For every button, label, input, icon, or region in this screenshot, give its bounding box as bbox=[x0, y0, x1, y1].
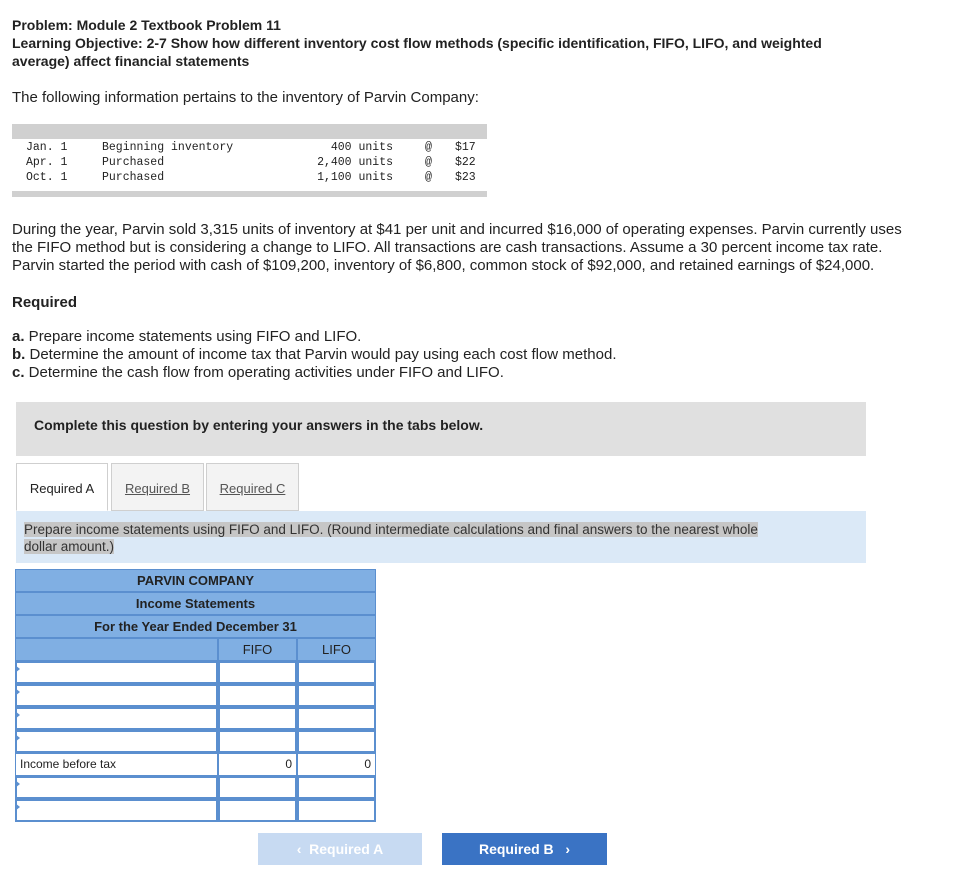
learning-objective-line2: average) affect financial statements bbox=[12, 53, 250, 69]
line-item-input[interactable] bbox=[15, 661, 218, 684]
inventory-cost: $17 bbox=[455, 141, 476, 154]
required-heading: Required bbox=[12, 294, 78, 311]
inventory-date: Oct. 1 bbox=[26, 171, 68, 184]
tab-label: Required A bbox=[29, 481, 95, 496]
inventory-date: Jan. 1 bbox=[26, 141, 68, 154]
inventory-units: 1,100 units bbox=[317, 171, 393, 184]
next-button-label: Required B bbox=[478, 841, 554, 857]
tab-label: Required B bbox=[124, 481, 191, 496]
inventory-row bbox=[12, 141, 487, 156]
fifo-amount-input[interactable] bbox=[218, 707, 297, 730]
table-row bbox=[15, 661, 376, 684]
inventory-table bbox=[12, 124, 487, 197]
item-label: c. bbox=[12, 364, 25, 381]
inventory-desc: Purchased bbox=[102, 156, 165, 169]
instruction-line: dollar amount.) bbox=[24, 539, 115, 554]
item-text: Determine the cash flow from operating activities under FIFO and LIFO. bbox=[24, 364, 504, 381]
paragraph-line: the FIFO method but is considering a change to LIFO. All transactions are cash transactions. Assume a 30 percent income tax rate. bbox=[12, 239, 883, 256]
inventory-desc: Purchased bbox=[102, 171, 165, 184]
inventory-cost: $23 bbox=[455, 171, 476, 184]
dropdown-indicator-icon bbox=[15, 665, 20, 673]
paragraph-line: During the year, Parvin sold 3,315 units of inventory at $41 per unit and incurred $16,000 of operating expenses. Parvin currently uses bbox=[12, 221, 902, 238]
tab-label: Required C bbox=[219, 481, 286, 496]
next-button-content bbox=[442, 841, 607, 857]
inventory-units: 400 units bbox=[330, 141, 393, 154]
inventory-at: @ bbox=[425, 171, 432, 184]
fifo-amount-input[interactable] bbox=[218, 799, 297, 822]
instruction-text bbox=[24, 521, 844, 555]
table-row bbox=[15, 707, 376, 730]
tab-required-a[interactable] bbox=[16, 463, 108, 511]
item-text: Determine the amount of income tax that Parvin would pay using each cost flow method. bbox=[25, 346, 617, 363]
line-item-input[interactable] bbox=[15, 730, 218, 753]
lifo-amount-input[interactable] bbox=[297, 684, 376, 707]
table-row-income-before-tax bbox=[15, 753, 376, 776]
line-item-input[interactable] bbox=[15, 799, 218, 822]
table-row bbox=[15, 684, 376, 707]
tab-instruction bbox=[16, 511, 866, 563]
previous-button-content bbox=[258, 841, 422, 857]
lifo-amount-input[interactable] bbox=[297, 799, 376, 822]
lifo-amount: 0 bbox=[297, 753, 376, 776]
instructions-banner bbox=[16, 402, 866, 456]
tab-required-c[interactable] bbox=[206, 463, 299, 511]
statement-period: For the Year Ended December 31 bbox=[15, 615, 376, 638]
problem-title: Problem: Module 2 Textbook Problem 11 bbox=[12, 17, 281, 33]
inventory-cost: $22 bbox=[455, 156, 476, 169]
inventory-row bbox=[12, 171, 487, 186]
lifo-amount-input[interactable] bbox=[297, 661, 376, 684]
paragraph-line: Parvin started the period with cash of $109,200, inventory of $6,800, common stock of $92,000, and retained earnings of $24,000. bbox=[12, 257, 875, 274]
table-top-rule bbox=[12, 124, 487, 139]
statement-company: PARVIN COMPANY bbox=[15, 569, 376, 592]
inventory-at: @ bbox=[425, 156, 432, 169]
problem-heading bbox=[12, 16, 912, 70]
fifo-amount-input[interactable] bbox=[218, 776, 297, 799]
required-item-b bbox=[12, 346, 617, 364]
required-item-a bbox=[12, 328, 617, 346]
required-item-c bbox=[12, 364, 617, 382]
previous-button-label: Required A bbox=[309, 841, 384, 857]
column-header-blank bbox=[15, 638, 218, 661]
column-header-lifo: LIFO bbox=[297, 638, 376, 661]
lifo-amount-input[interactable] bbox=[297, 776, 376, 799]
dropdown-indicator-icon bbox=[15, 734, 20, 742]
statement-title: Income Statements bbox=[15, 592, 376, 615]
inventory-row bbox=[12, 156, 487, 171]
line-item-input[interactable] bbox=[15, 684, 218, 707]
inventory-desc: Beginning inventory bbox=[102, 141, 234, 154]
dropdown-indicator-icon bbox=[15, 688, 20, 696]
table-row bbox=[15, 776, 376, 799]
inventory-units: 2,400 units bbox=[317, 156, 393, 169]
banner-text: Complete this question by entering your answers in the tabs below. bbox=[34, 417, 484, 433]
item-text: Prepare income statements using FIFO and LIFO. bbox=[24, 328, 362, 345]
line-item-label: Income before tax bbox=[15, 753, 218, 776]
line-item-input[interactable] bbox=[15, 707, 218, 730]
table-row bbox=[15, 799, 376, 822]
chevron-left-icon: ‹ bbox=[296, 841, 302, 857]
inventory-date: Apr. 1 bbox=[26, 156, 68, 169]
column-header-fifo: FIFO bbox=[218, 638, 297, 661]
previous-tab-button[interactable] bbox=[258, 833, 422, 865]
fifo-amount-input[interactable] bbox=[218, 730, 297, 753]
table-row bbox=[15, 730, 376, 753]
lifo-amount-input[interactable] bbox=[297, 730, 376, 753]
item-label: b. bbox=[12, 346, 26, 363]
learning-objective-line1: Learning Objective: 2-7 Show how different inventory cost flow methods (specific identification, FIFO, LIFO, and weighted bbox=[12, 35, 822, 51]
dropdown-indicator-icon bbox=[15, 711, 20, 719]
lifo-amount-input[interactable] bbox=[297, 707, 376, 730]
dropdown-indicator-icon bbox=[15, 780, 20, 788]
table-bottom-rule bbox=[12, 191, 487, 197]
chevron-right-icon: › bbox=[565, 841, 571, 857]
intro-text: The following information pertains to the inventory of Parvin Company: bbox=[12, 89, 479, 106]
item-label: a. bbox=[12, 328, 25, 345]
fifo-amount-input[interactable] bbox=[218, 684, 297, 707]
problem-paragraph bbox=[12, 221, 947, 275]
instruction-line: Prepare income statements using FIFO and LIFO. (Round intermediate calculations and final answers to the nearest whole bbox=[24, 522, 758, 537]
line-item-input[interactable] bbox=[15, 776, 218, 799]
dropdown-indicator-icon bbox=[15, 803, 20, 811]
next-tab-button[interactable] bbox=[442, 833, 607, 865]
required-list bbox=[12, 328, 617, 382]
fifo-amount: 0 bbox=[218, 753, 297, 776]
tab-required-b[interactable] bbox=[111, 463, 204, 511]
fifo-amount-input[interactable] bbox=[218, 661, 297, 684]
inventory-at: @ bbox=[425, 141, 432, 154]
